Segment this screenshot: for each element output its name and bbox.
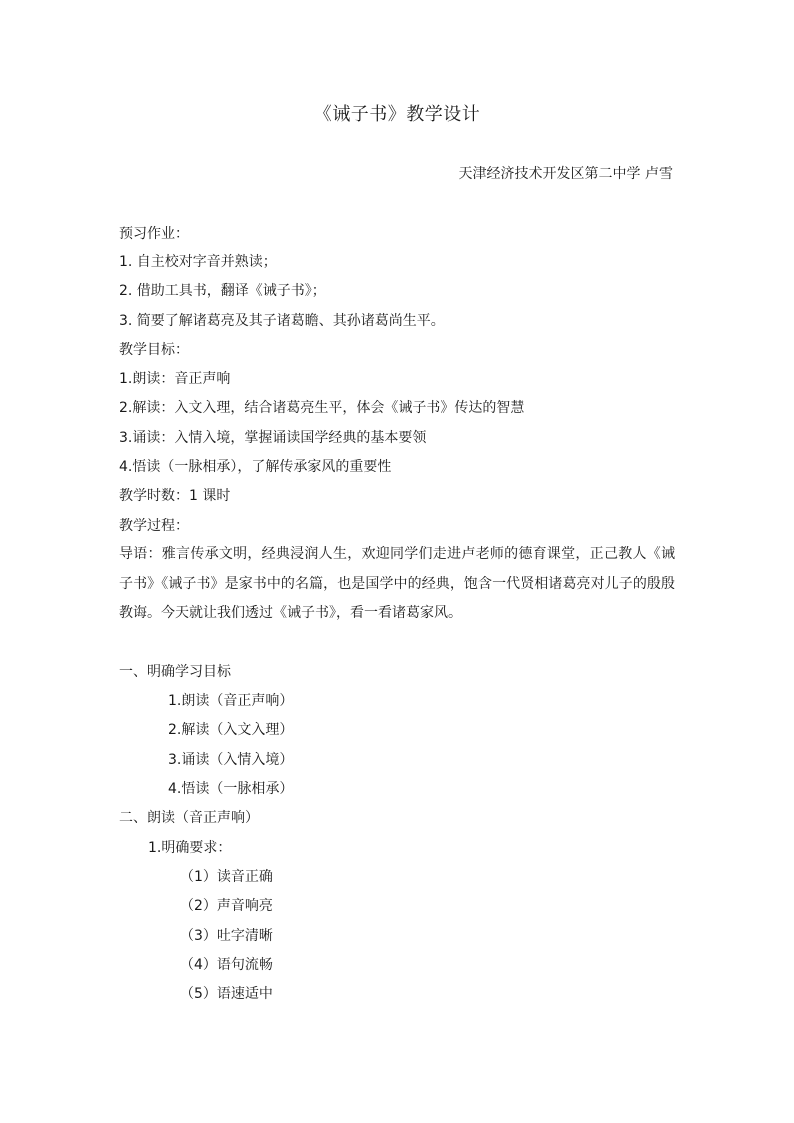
goal-item: 1.朗读：音正声响 [119,371,231,387]
requirement-item: （2）声音响亮 [180,898,273,914]
goals-heading: 教学目标： [119,342,189,358]
goal-item: 3.诵读：入情入境，掌握诵读国学经典的基本要领 [119,430,427,446]
intro-paragraph: 导语：雅言传承文明，经典浸润人生，欢迎同学们走进卢老师的德育课堂，正己教人《诫子书》《诫子书》是家书中的名篇，也是国学中的经典，饱含一代贤相诸葛亮对儿子的殷殷教诲。今天就让我们透过《诫子书》，看一看诸葛家风。 [119,546,675,621]
section-heading: 一、明确学习目标 [119,664,231,680]
goal-item: 2.解读：入文入理，结合诸葛亮生平，体会《诫子书》传达的智慧 [119,400,525,416]
author-line: 天津经济技术开发区第二中学 卢雪 [458,166,673,182]
section1-item: 2.解读（入文入理） [168,722,294,738]
process-heading: 教学过程： [119,518,189,534]
preview-item: 2. 借助工具书，翻译《诫子书》； [119,283,326,299]
preview-heading: 预习作业： [119,226,189,242]
section2-subheading: 1.明确要求： [148,840,232,856]
requirement-item: （5）语速适中 [180,986,273,1002]
section-heading: 二、朗读（音正声响） [119,810,259,826]
requirement-item: （3）吐字清晰 [180,928,273,944]
section1-item: 4.悟读（一脉相承） [168,781,294,797]
teaching-hours: 教学时数：1 课时 [119,488,231,504]
section1-item: 1.朗读（音正声响） [168,693,294,709]
section1-item: 3.诵读（入情入境） [168,752,294,768]
goal-item: 4.悟读（一脉相承），了解传承家风的重要性 [119,459,392,475]
document-title: 《诫子书》教学设计 [313,104,481,125]
requirement-item: （4）语句流畅 [180,957,273,973]
preview-item: 3. 简要了解诸葛亮及其子诸葛瞻、其孙诸葛尚生平。 [119,313,445,329]
preview-item: 1. 自主校对字音并熟读； [119,254,277,270]
requirement-item: （1）读音正确 [180,869,273,885]
